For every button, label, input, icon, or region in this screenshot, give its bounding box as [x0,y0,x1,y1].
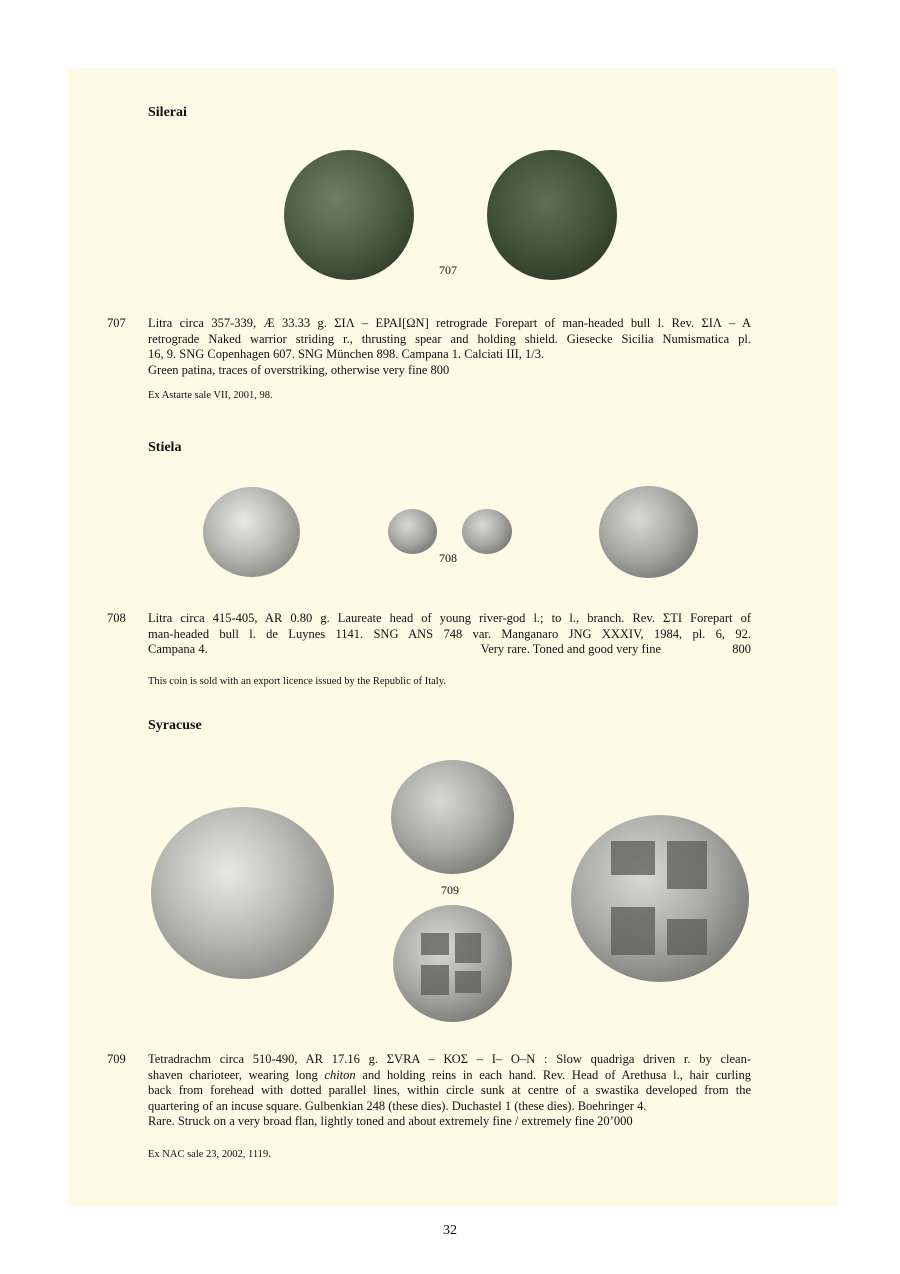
lot-708-export-note: This coin is sold with an export licence issued by the Republic of Italy. [148,676,446,687]
lot-709-line-4: quartering of an incuse square. Gulbenkian 248 (these dies). Duchastel 1 (these dies). Boehringer 4. [148,1098,647,1113]
lot-709-line-3: back from forehead with dotted parallel lines, within circle sunk at centre of a swastika developed from the [148,1083,751,1097]
lot-708-campana: Campana 4. [148,642,208,656]
lot-description-708 [148,611,751,658]
lot-709-grade-line [148,1114,751,1130]
lot-707-line-3: 16, 9. SNG Copenhagen 607. SNG München 898. Campana 1. Calciati III, 1/3. [148,347,545,361]
lot-708-line-3 [148,642,751,658]
coin-709-reverse-image [393,905,512,1022]
coin-708-obverse-image [388,509,437,554]
coin-708-obverse-enlarged-image [203,487,300,577]
lot-707-grade-line [148,363,751,379]
lot-709-line-2-italic: chiton [324,1067,356,1082]
lot-708-grade-group [481,642,751,658]
plate-label-707: 707 [439,263,457,277]
lot-description-709 [148,1052,751,1130]
lot-707-provenance: Ex Astarte sale VII, 2001, 98. [148,390,273,401]
lot-709-line-2-a: shaven charioteer, wearing long [148,1067,325,1082]
lot-709-provenance: Ex NAC sale 23, 2002, 1119. [148,1149,271,1160]
lot-709-line-2-b: and holding reins in each hand. Rev. Head of Arethusa l., hair curling [355,1067,751,1082]
lot-709-line-1: Tetradrachm circa 510-490, AR 17.16 g. ΣVRA – ΚΟΣ – Ι– Ο–Ν : Slow quadriga driven r. by clean- [148,1052,751,1066]
coin-707-obverse-image [284,150,414,280]
lot-708-line-1: Litra circa 415-405, AR 0.80 g. Laureate head of young river-god l.; to l., branch. Rev. ΣΤΙ Forepart of [148,611,751,625]
lot-709-line-2 [148,1068,751,1084]
lot-707-grade: Green patina, traces of overstriking, otherwise very fine [148,362,428,377]
lot-number-709: 709 [107,1052,126,1066]
section-heading-stiela: Stiela [148,440,182,455]
lot-707-line-2: retrograde Naked warrior striding r., thrusting spear and holding shield. Giesecke Sicilia Numismatica pl. [148,331,751,346]
lot-708-line-2: man-headed bull l. de Luynes 1141. SNG ANS 748 var. Manganaro JNG XXXIV, 1984, pl. 6, 92. [148,626,751,641]
lot-709-price: 20’000 [597,1114,633,1128]
lot-707-price: 800 [430,362,450,377]
page-number: 32 [443,1223,457,1238]
coin-707-reverse-image [487,150,617,280]
plate-label-708: 708 [439,551,457,565]
lot-707-line-1: Litra circa 357-339, Æ 33.33 g. ΣΙΛ – ΕΡΑΙ[ΩΝ] retrograde Forepart of man-headed bull l. Rev. ΣΙΛ – Α [148,316,751,330]
coin-709-reverse-enlarged-image [571,815,749,982]
coin-708-reverse-image [462,509,512,554]
lot-708-price: 800 [732,642,751,656]
lot-708-grade: Very rare. Toned and good very fine [480,642,661,656]
coin-709-obverse-image [391,760,514,874]
lot-709-grade: Rare. Struck on a very broad flan, lightly toned and about extremely fine / extremely fine [148,1114,595,1128]
lot-description-707 [148,316,751,378]
coin-709-obverse-enlarged-image [151,807,334,979]
coin-708-reverse-enlarged-image [599,486,698,578]
section-heading-syracuse: Syracuse [148,718,202,733]
lot-number-708: 708 [107,611,126,625]
plate-label-709: 709 [441,883,459,897]
section-heading-silerai: Silerai [148,105,187,120]
lot-number-707: 707 [107,316,126,330]
